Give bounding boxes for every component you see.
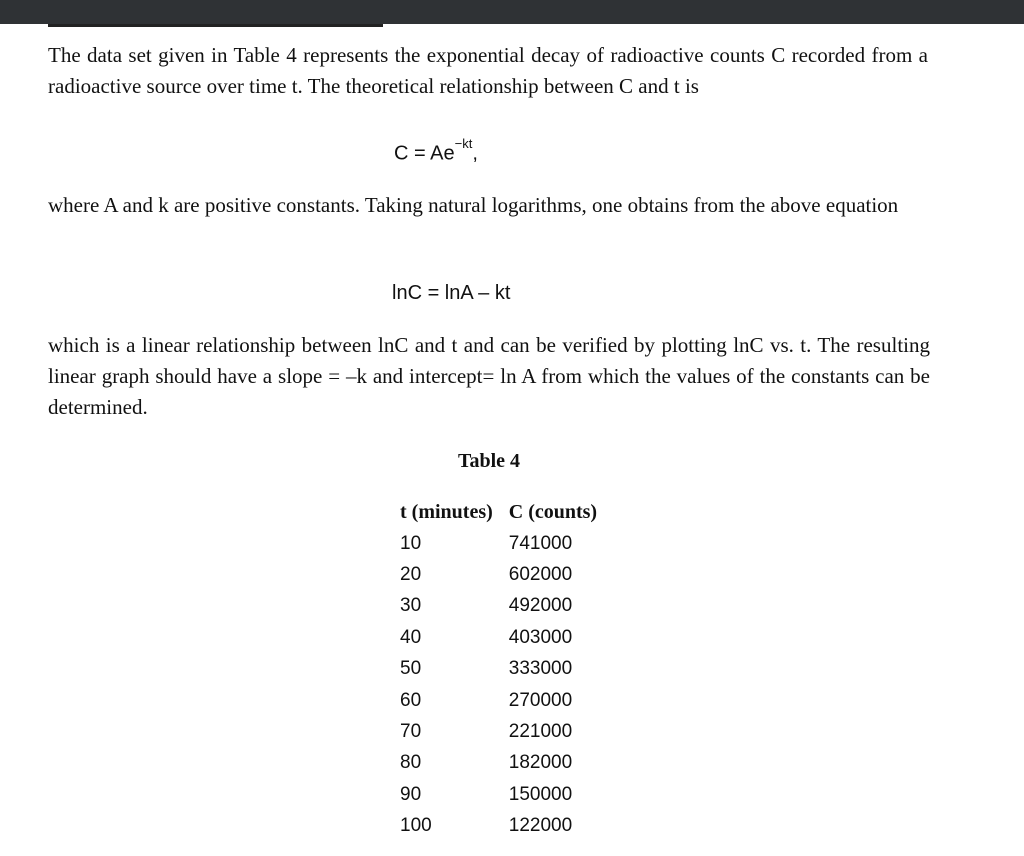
cell-time: 90	[400, 783, 422, 805]
cell-time: 30	[400, 595, 422, 617]
table-row	[392, 528, 605, 559]
cell-counts: 182000	[508, 752, 573, 774]
cell-time: 20	[400, 564, 422, 586]
table-caption: Table 4	[458, 450, 521, 472]
equation-tail: ,	[472, 142, 478, 165]
equation-exponent: −kt	[454, 136, 473, 151]
cell-counts: 150000	[508, 783, 573, 805]
cell-counts: 492000	[508, 595, 573, 617]
table-row	[392, 591, 605, 622]
cell-counts: 741000	[508, 532, 573, 554]
log-equation: lnC = lnA – kt	[392, 282, 511, 304]
cell-time: 80	[400, 752, 422, 774]
data-table	[392, 500, 605, 842]
table-row	[392, 716, 605, 747]
cell-counts: 602000	[508, 564, 573, 586]
table-row	[392, 779, 605, 810]
cell-counts: 333000	[508, 658, 573, 680]
cell-counts: 403000	[508, 626, 573, 648]
table-header-row	[392, 500, 605, 528]
cell-time: 70	[400, 721, 422, 743]
cell-time: 40	[400, 626, 422, 648]
table-row	[392, 748, 605, 779]
cell-time: 100	[400, 815, 432, 837]
cell-time: 50	[400, 658, 422, 680]
cell-counts: 221000	[508, 721, 573, 743]
exponential-equation	[394, 136, 478, 166]
header-counts: C (counts)	[508, 500, 598, 523]
cell-counts: 270000	[508, 689, 573, 711]
cell-time: 10	[400, 532, 422, 554]
table-row	[392, 685, 605, 716]
table-row	[392, 811, 605, 842]
header-time: t (minutes)	[400, 500, 493, 523]
linear-paragraph: which is a linear relationship between lnC and t and can be verified by plotting lnC vs. t. The resulting linear graph should have a slope = –k and intercept= ln A from which the values of the constants can be determined.	[48, 333, 930, 419]
table-row	[392, 622, 605, 653]
table-row	[392, 559, 605, 590]
intro-paragraph: The data set given in Table 4 represents the exponential decay of radioactive counts C recorded from a radioactive source over time t. The theoretical relationship between C and t is	[48, 43, 928, 98]
table-row	[392, 654, 605, 685]
equation-base: C = Ae	[394, 142, 455, 165]
constants-paragraph: where A and k are positive constants. Taking natural logarithms, one obtains from the above equation	[48, 193, 899, 217]
cell-counts: 122000	[508, 815, 573, 837]
cell-time: 60	[400, 689, 422, 711]
